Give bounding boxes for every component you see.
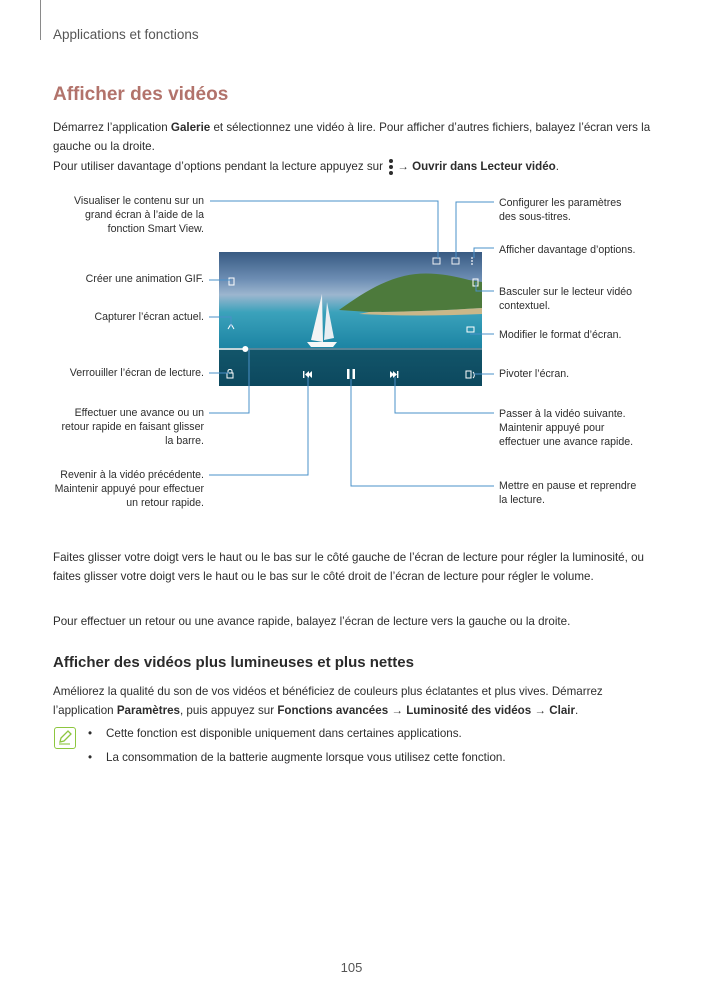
connector-pause bbox=[351, 379, 494, 486]
app-name-parametres: Paramètres bbox=[116, 704, 180, 717]
note-item: • Cette fonction est disponible uniquement dans certaines applications. bbox=[88, 727, 462, 740]
callout-seek: Effectuer une avance ou un retour rapide en faisant glisser la barre. bbox=[61, 407, 204, 447]
note-item: • La consommation de la batterie augmente lorsque vous utilisez cette fonction. bbox=[88, 751, 506, 764]
callout-subtitles: Configurer les paramètres des sous-titres. bbox=[499, 197, 622, 223]
header-rule bbox=[40, 0, 41, 40]
page-number: 105 bbox=[340, 960, 363, 975]
callout-gif: Créer une animation GIF. bbox=[85, 273, 204, 285]
intro-paragraph-1: Démarrez l’application Galerie et sélectionnez une vidéo à lire. Pour afficher d’autres fichiers, balayez l’écran vers la gauche ou la droite. bbox=[53, 121, 651, 153]
header-section-title: Applications et fonctions bbox=[53, 27, 199, 42]
seek-thumb[interactable] bbox=[242, 346, 248, 352]
more-options-icon bbox=[388, 158, 394, 176]
note-icon bbox=[54, 727, 76, 749]
menu-video-brightness: Luminosité des vidéos bbox=[406, 704, 532, 717]
menu-clear: Clair bbox=[549, 704, 576, 717]
callout-previous: Revenir à la vidéo précédente. Maintenir appuyé pour effectuer un retour rapide. bbox=[54, 469, 204, 509]
callout-pause: Mettre en pause et reprendre la lecture. bbox=[499, 480, 637, 506]
video-frame bbox=[219, 252, 482, 386]
app-name-galerie: Galerie bbox=[170, 121, 211, 134]
body-paragraph-brightness: Faites glisser votre doigt vers le haut ou le bas sur le côté gauche de l’écran de lecture pour régler la luminosité, ou faites glisser votre doigt vers le haut ou le bas sur le côté droit de l’écran de lecture pour régler le volume. bbox=[53, 551, 644, 583]
callout-more-options: Afficher davantage d’options. bbox=[499, 244, 636, 256]
subsection-paragraph: Améliorez la qualité du son de vos vidéos et bénéficiez de couleurs plus éclatantes et plus vives. Démarrez l’application Paramètres, puis appuyez sur Fonctions avancées → Luminosité des vidéos → Clair. bbox=[53, 685, 603, 717]
callout-ratio: Modifier le format d’écran. bbox=[499, 329, 622, 341]
more-icon[interactable] bbox=[471, 257, 473, 265]
callout-capture: Capturer l’écran actuel. bbox=[94, 311, 204, 323]
body-paragraph-fast-forward: Pour effectuer un retour ou une avance rapide, balayez l’écran de lecture vers la gauche ou la droite. bbox=[53, 615, 571, 628]
connector-smart-view bbox=[210, 201, 438, 258]
ratio-icon[interactable] bbox=[467, 327, 474, 332]
capture-icon[interactable] bbox=[228, 324, 234, 329]
smart-view-icon[interactable] bbox=[433, 258, 440, 264]
video-player-screen bbox=[219, 252, 482, 386]
open-in-video-player-label: Ouvrir dans Lecteur vidéo bbox=[412, 160, 556, 173]
island-shape bbox=[339, 273, 482, 312]
callout-rotate: Pivoter l’écran. bbox=[499, 368, 570, 380]
connector-previous bbox=[209, 377, 308, 475]
intro-paragraph-2: Pour utiliser davantage d’options pendant la lecture appuyez sur → Ouvrir dans Lecteur vidéo. bbox=[53, 157, 651, 176]
callout-next: Passer à la vidéo suivante. Maintenir appuyé pour effectuer une avance rapide. bbox=[499, 408, 634, 448]
page-title: Afficher des vidéos bbox=[53, 84, 229, 105]
callout-popup-player: Basculer sur le lecteur vidéo contextuel. bbox=[499, 286, 633, 312]
callout-lock: Verrouiller l’écran de lecture. bbox=[69, 367, 204, 379]
menu-advanced-features: Fonctions avancées bbox=[277, 704, 389, 717]
subtitles-icon[interactable] bbox=[452, 258, 459, 264]
callout-smart-view: Visualiser le contenu sur un grand écran à l’aide de la fonction Smart View. bbox=[74, 195, 204, 235]
hull-shape bbox=[307, 342, 337, 347]
control-bar bbox=[219, 348, 482, 386]
subsection-title: Afficher des vidéos plus lumineuses et plus nettes bbox=[53, 654, 414, 671]
gif-icon[interactable] bbox=[229, 278, 234, 285]
connector-subtitles bbox=[456, 202, 494, 258]
sail-shape bbox=[324, 302, 334, 340]
sail-shape bbox=[311, 294, 323, 342]
